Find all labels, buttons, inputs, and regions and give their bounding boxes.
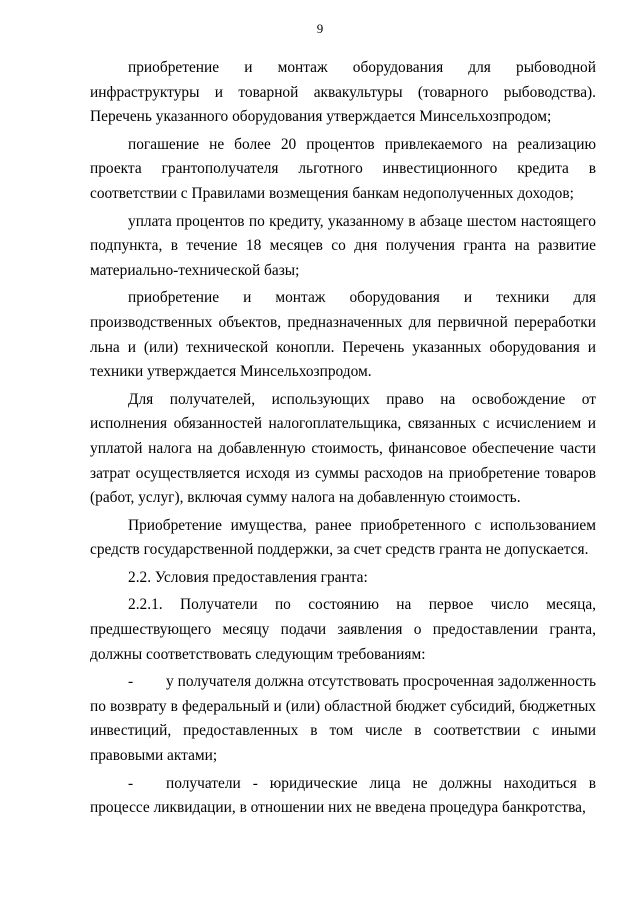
paragraph: Для получателей, использующих право на освобождение от исполнения обязанностей налогоплательщика, связанных с исчислением и уплатой налога на добавленную стоимость, финансовое обеспечение части затрат осуществляется исходя из суммы расходов на приобретение товаров (работ, услуг), включая сумму налога на добавленную стоимость. bbox=[90, 390, 596, 507]
document-body bbox=[90, 56, 596, 824]
paragraph: уплата процентов по кредиту, указанному в абзаце шестом настоящего подпункта, в течение 18 месяцев со дня получения гранта на развитие материально-технической базы; bbox=[90, 212, 596, 279]
paragraph: приобретение и монтаж оборудования для рыбоводной инфраструктуры и товарной аквакультуры (товарного рыбоводства). Перечень указанного оборудования утверждается Минсельхозпродом; bbox=[90, 59, 596, 126]
paragraph: Приобретение имущества, ранее приобретенного с использованием средств государственной поддержки, за счет средств гранта не допускается. bbox=[90, 516, 596, 559]
section-heading: 2.2. Условия предоставления гранта: bbox=[128, 568, 368, 586]
paragraph: 2.2.1. Получатели по состоянию на первое число месяца, предшествующего месяцу подачи заявления о предоставлении гранта, должны соответствовать следующим требованиям: bbox=[90, 596, 596, 663]
list-item bbox=[90, 772, 596, 821]
paragraph: приобретение и монтаж оборудования и техники для производственных объектов, предназначенных для первичной переработки льна и (или) технической конопли. Перечень указанных оборудования и техники утверждается Минсельхозпродом. bbox=[90, 289, 596, 381]
list-marker: - bbox=[128, 673, 134, 691]
paragraph: погашение не более 20 процентов привлекаемого на реализацию проекта грантополучателя льготного инвестиционного кредита в соответствии с Правилами возмещения банкам недополученных доходов; bbox=[90, 135, 596, 202]
page-number: 9 bbox=[316, 21, 324, 36]
list-item bbox=[90, 670, 596, 768]
list-item-text: у получателя должна отсутствовать просроченная задолженность по возврату в федеральный и (или) областной бюджет субсидий, бюджетных инвестиций, предоставленных в том числе в соответствии с иными правовыми актами; bbox=[90, 673, 596, 765]
list-item-text: получатели - юридические лица не должны находиться в процессе ликвидации, в отношении них не введена процедура банкротства, bbox=[90, 774, 596, 817]
list-marker: - bbox=[128, 774, 134, 792]
